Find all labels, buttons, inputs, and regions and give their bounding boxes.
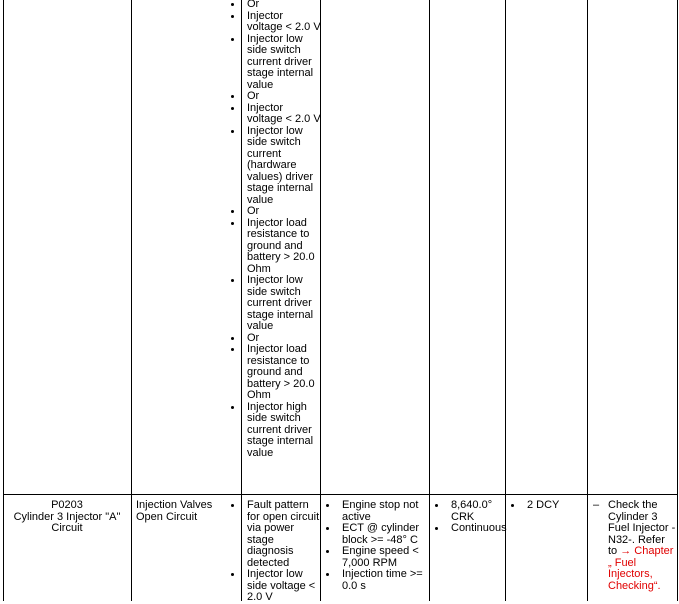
- list-item: Injector high side switch current driver stage internal value: [227, 402, 321, 460]
- list-item: Continuous: [431, 523, 503, 535]
- dash-marker: –: [593, 499, 600, 511]
- list-item: Or: [227, 0, 321, 11]
- list-item: Injector low side voltage < 2.0 V: [227, 569, 321, 604]
- fault-criteria-list: [227, 0, 321, 459]
- list-item: Injector voltage < 2.0 V: [227, 103, 321, 126]
- list-item: ECT @ cylinder block >= -48° C: [322, 523, 426, 546]
- fault-criteria-list: [227, 500, 321, 604]
- row-border: [3, 494, 678, 495]
- list-item: Or: [227, 91, 321, 103]
- list-item: Injector low side switch current driver stage internal value: [227, 34, 321, 92]
- list-item: Injector load resistance to ground and battery > 20.0 Ohm: [227, 218, 321, 276]
- list-item: Fault pattern for open circuit via power stage diagnosis detected: [227, 500, 321, 569]
- mil-list: [507, 500, 585, 512]
- action-cell: [590, 500, 676, 592]
- column-border: [505, 0, 506, 601]
- dtc-description: Cylinder 3 Injector "A" Circuit: [13, 510, 121, 534]
- list-item: Injector low side switch current (hardware values) driver stage internal value: [227, 126, 321, 207]
- column-border: [587, 0, 588, 601]
- column-border: [429, 0, 430, 601]
- column-border: [131, 0, 132, 601]
- dtc-cell: [8, 500, 126, 535]
- action-text: Check the Cylinder 3 Fuel Injector -N32-. Refer to: [608, 499, 676, 557]
- list-item: Engine speed < 7,000 RPM: [322, 546, 426, 569]
- column-border: [3, 0, 4, 601]
- list-item: Injector voltage < 2.0 V: [227, 11, 321, 34]
- dtc-code: P0203: [51, 499, 83, 511]
- list-item: 8,640.0° CRK: [431, 500, 503, 523]
- list-item: 2 DCY: [507, 500, 585, 512]
- list-item: Injector low side switch current driver stage internal value: [227, 275, 321, 333]
- list-item: Or: [227, 333, 321, 345]
- component-cell: Injection Valves Open Circuit: [136, 499, 213, 523]
- chapter-link[interactable]: → Chapter „ Fuel Injectors, Checking“.: [608, 545, 674, 592]
- time-required-list: [431, 499, 507, 535]
- list-item: Injection time >= 0.0 s: [322, 569, 426, 592]
- list-item: Engine stop not active: [322, 500, 426, 523]
- enable-conditions-list: [322, 500, 426, 592]
- list-item: Or: [227, 206, 321, 218]
- list-item: Injector load resistance to ground and battery > 20.0 Ohm: [227, 344, 321, 402]
- column-border: [677, 0, 678, 601]
